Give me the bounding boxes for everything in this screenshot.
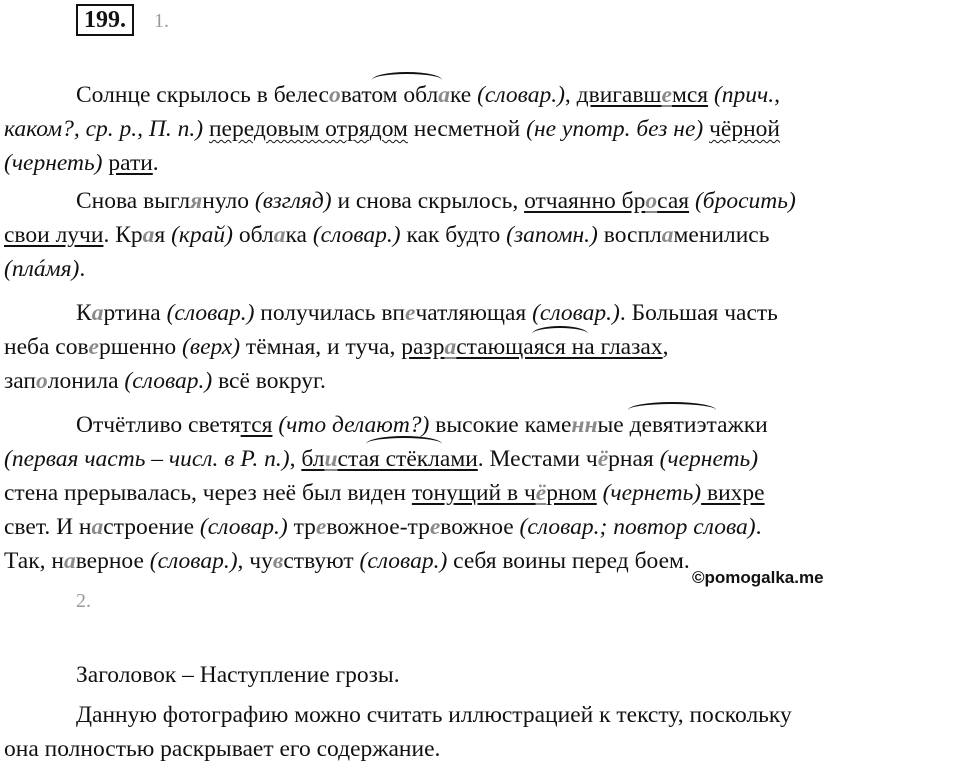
p1-line-3: (чернеть) рати. <box>4 150 159 176</box>
paragraph-4 <box>4 408 940 578</box>
p4-line-1: Отчётливо светятся (что делают?) высокие каменные девятиэтажки <box>76 412 768 438</box>
p3-line-2: неба совершенно (верх) тёмная, и туча, разрастающаяся на глазах, <box>4 334 669 360</box>
p6-line-2: она полностью раскрывает его содержание. <box>4 736 441 762</box>
p4-line-3: стена прерывалась, через неё был виден тонущий в чёрном (чернеть) вихре <box>4 480 765 506</box>
heading-line: Заголовок – Наступление грозы. <box>76 662 400 688</box>
paragraph-1 <box>4 78 940 180</box>
p2-line-2: свои лучи. Края (край) облака (словар.) как будто (запомн.) воспламенились <box>4 222 770 248</box>
p4-line-4: свет. И настроение (словар.) тревожное-тревожное (словар.; повтор слова). <box>4 514 762 540</box>
suffix-arc-mark <box>372 72 442 88</box>
paragraph-6 <box>4 698 940 766</box>
p2-line-1: Снова выглянуло (взгляд) и снова скрылось, отчаянно бросая (бросить) <box>76 188 796 214</box>
word-arc-mark <box>366 436 442 452</box>
part-1-label: 1. <box>154 10 169 32</box>
stem-arc-mark <box>628 402 716 418</box>
paragraph-3 <box>4 296 940 398</box>
p3-line-3: заполонила (словар.) всё вокруг. <box>4 368 326 394</box>
exercise-number: 199. <box>76 4 134 36</box>
paragraph-5 <box>4 658 940 692</box>
part-2-label: 2. <box>76 590 91 612</box>
p2-line-3: (плáмя). <box>4 256 86 282</box>
paragraph-2 <box>4 184 940 286</box>
p1-line-1: Солнце скрылось в белесоватом облаке (словар.), двигавшемся (прич., <box>76 82 781 108</box>
watermark: ©pomogalka.me <box>692 568 824 587</box>
p4-line-5: Так, наверное (словар.), чувствуют (словар.) себя воины перед боем. <box>4 548 690 574</box>
p3-line-1: Картина (словар.) получилась впечатляющая (словар.). Большая часть <box>76 300 778 326</box>
p1-line-2: каком?, ср. р., П. п.) передовым отрядом несметной (не употр. без не) чёрной <box>4 116 780 142</box>
p4-line-2: (первая часть – числ. в Р. п.), блистая стёклами. Местами чёрная (чернеть) <box>4 446 759 472</box>
p6-line-1: Данную фотографию можно считать иллюстрацией к тексту, поскольку <box>76 702 792 728</box>
root-arc-mark <box>532 326 588 342</box>
